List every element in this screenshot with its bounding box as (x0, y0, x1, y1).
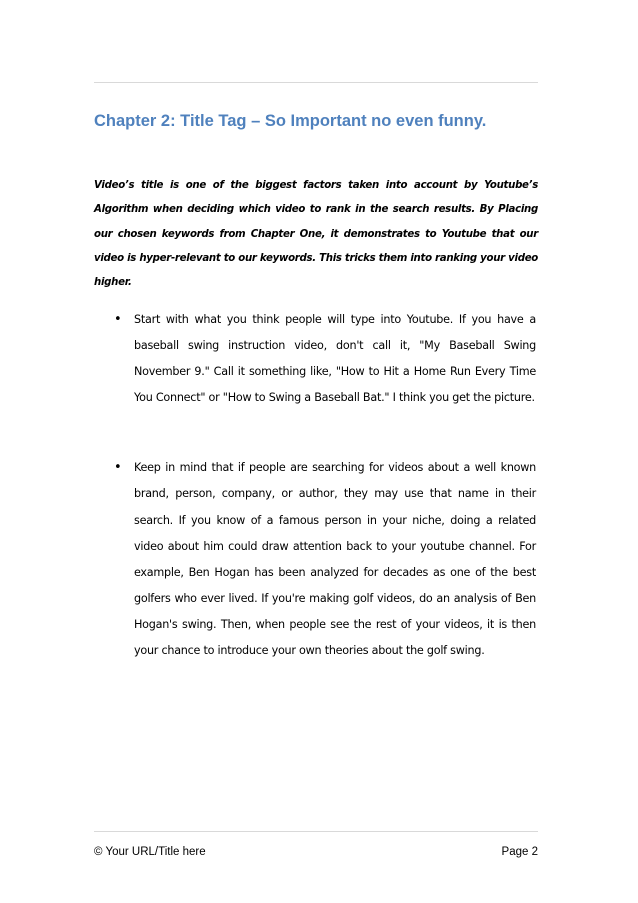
bullet-item-brand-names (94, 455, 538, 664)
bullet-list (94, 307, 538, 664)
bullet-marker: • (114, 460, 122, 476)
bullet-text: Keep in mind that if people are searching for videos about a well known brand, person, company, or author, they may use that name in their search. If you know of a famous person in your niche, doing a related video about him could draw attention back to your youtube channel. For example, Ben Hogan has been analyzed for decades as one of the best golfers who ever lived. If you're making golf videos, do an analysis of Ben Hogan's swing. Then, when people see the rest of your videos, it is then your chance to introduce your own theories about the golf swing. (134, 461, 536, 658)
bullet-item-start-with-keywords (94, 307, 538, 411)
header-divider (94, 82, 538, 83)
bullet-marker: • (114, 312, 122, 327)
intro-paragraph: Video’s title is one of the biggest factors taken into account by Youtube’s Algorithm when deciding which video to rank in the search results. By Placing our chosen keywords from Chapter One, it demonstrates to Youtube that our video is hyper-relevant to our keywords. This tricks them into ranking your video higher. (94, 180, 538, 289)
chapter-title: Chapter 2: Title Tag – So Important no even funny. (94, 112, 487, 130)
bullet-text: Start with what you think people will type into Youtube. If you have a baseball swing instruction video, don't call it, "My Baseball Swing November 9." Call it something like, "How to Hit a Home Run Every Time You Connect" or "How to Swing a Baseball Bat." I think you get the picture. (134, 313, 536, 405)
footer-divider (94, 831, 538, 832)
footer-copyright: © Your URL/Title here (94, 846, 206, 858)
footer-page-number: Page 2 (501, 846, 538, 858)
